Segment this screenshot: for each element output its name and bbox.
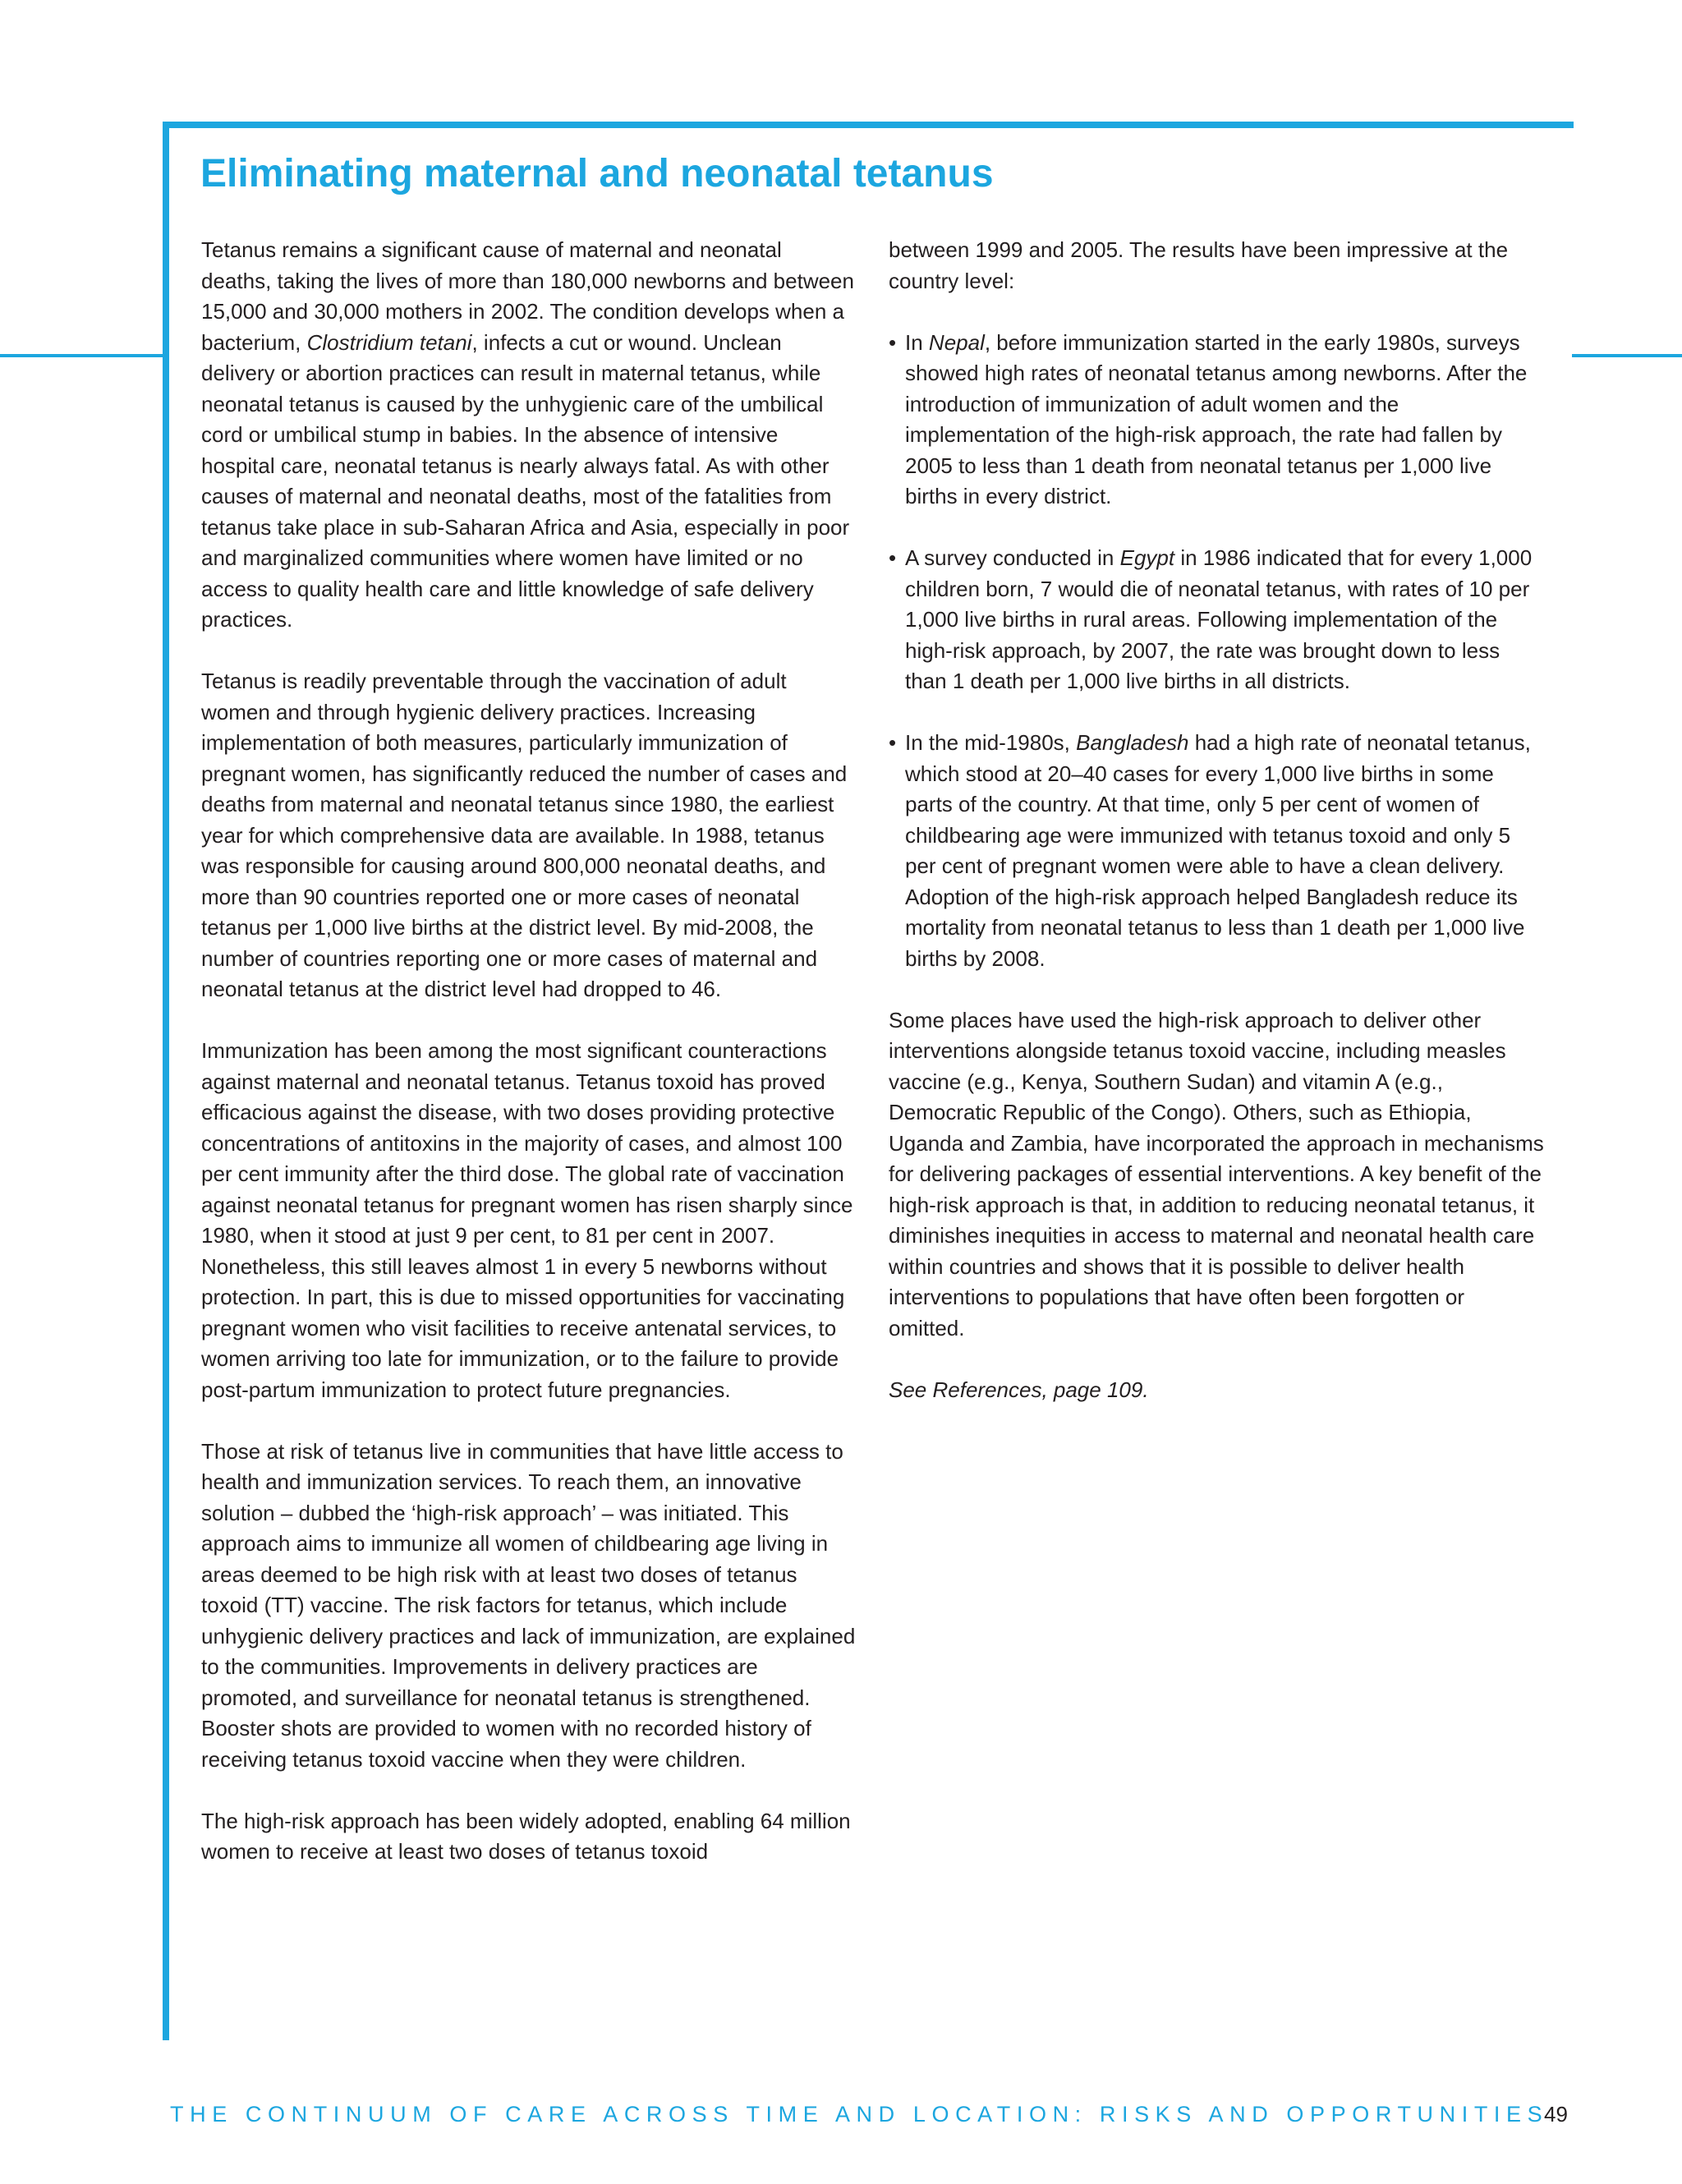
bullet-marker: • bbox=[889, 730, 897, 755]
bullet-item-bangladesh bbox=[889, 728, 1546, 974]
bullet-text bbox=[905, 330, 1527, 509]
text-run: Tetanus remains a significant cause of maternal and neonatal deaths, taking the lives of more than 180,000 newborns and between 15,000 and 30,000 mothers in 2002. The condition develops when a bacterium, bbox=[201, 237, 854, 355]
country-bullet-list bbox=[889, 328, 1546, 975]
italic-term: Clostridium tetani bbox=[306, 329, 472, 355]
text-run: In the mid-1980s, bbox=[905, 730, 1077, 755]
right-paragraph-1: between 1999 and 2005. The results have been impressive at the country level: bbox=[889, 237, 1509, 293]
page-number: 49 bbox=[1544, 2102, 1568, 2127]
text-run: in 1986 indicated that for every 1,000 children born, 7 would die of neonatal tetanus, with rates of 10 per 1,000 live births in rural areas. Following implementation of the high-risk approach, by 2007, the rate was brought down to less than 1 death per 1,000 live births in all districts. bbox=[905, 545, 1533, 693]
italic-term: Nepal bbox=[928, 329, 985, 355]
left-paragraph-3: Immunization has been among the most significant counteractions against maternal and neonatal tetanus. Tetanus toxoid has proved efficacious against the disease, with two doses providing protective concentrations of antitoxins in the majority of cases, and almost 100 per cent immunity after the third dose. The global rate of vaccination against neonatal tetanus for pregnant women has risen sharply since 1980, when it stood at just 9 per cent, to 81 per cent in 2007. Nonetheless, this still leaves almost 1 in every 5 newborns without protection. In part, this is due to missed opportunities for vaccinating pregnant women who visit facilities to receive antenatal services, to women arriving too late for immunization, or to the failure to provide post-partum immunization to protect future pregnancies. bbox=[201, 1038, 853, 1402]
bullet-item-egypt bbox=[889, 543, 1546, 697]
bullet-marker: • bbox=[889, 329, 897, 355]
left-paragraph-5: The high-risk approach has been widely adopted, enabling 64 million women to receive at least two doses of tetanus toxoid bbox=[201, 1808, 851, 1864]
right-column bbox=[889, 235, 1546, 1405]
references-note bbox=[889, 1375, 1546, 1406]
frame-top-rule bbox=[163, 122, 1574, 128]
text-run: , before immunization started in the early 1980s, surveys showed high rates of neonatal tetanus among newborns. After the introduction of immunization of adult women and the implementation of the high-risk approach, the rate had fallen by 2005 to less than 1 death from neonatal tetanus per 1,000 live births in every district. bbox=[905, 329, 1528, 508]
left-paragraph-1 bbox=[201, 235, 857, 636]
bullet-marker: • bbox=[889, 545, 897, 570]
left-column bbox=[201, 235, 857, 1868]
page-title: Eliminating maternal and neonatal tetanus bbox=[200, 152, 994, 195]
margin-rule-right bbox=[1572, 354, 1682, 357]
text-run: had a high rate of neonatal tetanus, which stood at 20–40 cases for every 1,000 live births in some parts of the country. At that time, only 5 per cent of women of childbearing age were immunized with tetanus toxoid and only 5 per cent of pregnant women were able to have a clean delivery. Adoption of the high-risk approach helped Bangladesh reduce its mortality from neonatal tetanus to less than 1 death per 1,000 live births by 2008. bbox=[905, 730, 1531, 971]
references-text: See References, page 109. bbox=[889, 1377, 1149, 1402]
bullet-text bbox=[905, 730, 1531, 971]
bullet-item-nepal bbox=[889, 328, 1546, 513]
italic-term: Bangladesh bbox=[1076, 730, 1189, 755]
frame-left-rule bbox=[163, 122, 169, 2040]
text-run: A survey conducted in bbox=[905, 545, 1120, 570]
left-paragraph-2: Tetanus is readily preventable through the vaccination of adult women and through hygienic delivery practices. Increasing implementation of both measures, particularly immunization of pregnant women, has significantly reduced the number of cases and deaths from maternal and neonatal tetanus since 1980, the earliest year for which comprehensive data are available. In 1988, tetanus was responsible for causing around 800,000 neonatal deaths, and more than 90 countries reported one or more cases of neonatal tetanus per 1,000 live births at the district level. By mid-2008, the number of countries reporting one or more cases of maternal and neonatal tetanus at the district level had dropped to 46. bbox=[201, 669, 848, 1001]
running-footer: THE CONTINUUM OF CARE ACROSS TIME AND LOCATION: RISKS AND OPPORTUNITIES bbox=[170, 2102, 1549, 2127]
margin-rule-left bbox=[0, 354, 168, 357]
left-paragraph-4: Those at risk of tetanus live in communities that have little access to health and immunization services. To reach them, an innovative solution – dubbed the ‘high-risk approach’ – was initiated. This approach aims to immunize all women of childbearing age living in areas deemed to be high risk with at least two doses of tetanus toxoid (TT) vaccine. The risk factors for tetanus, which include unhygienic delivery practices and lack of immunization, are explained to the communities. Improvements in delivery practices are promoted, and surveillance for neonatal tetanus is strengthened. Booster shots are provided to women with no recorded history of receiving tetanus toxoid vaccine when they were children. bbox=[201, 1438, 856, 1772]
text-run: In bbox=[905, 329, 929, 355]
right-paragraph-2: Some places have used the high-risk approach to deliver other interventions alongside tetanus toxoid vaccine, including measles vaccine (e.g., Kenya, Southern Sudan) and vitamin A (e.g., Democratic Republic of the Congo). Others, such as Ethiopia, Uganda and Zambia, have incorporated the approach in mechanisms for delivering packages of essential interventions. A key benefit of the high-risk approach is that, in addition to reducing neonatal tetanus, it diminishes inequities in access to maternal and neonatal health care within countries and shows that it is possible to deliver health interventions to populations that have often been forgotten or omitted. bbox=[889, 1007, 1544, 1340]
italic-term: Egypt bbox=[1119, 545, 1175, 570]
text-run: , infects a cut or wound. Unclean delivery or abortion practices can result in maternal tetanus, while neonatal tetanus is caused by the unhygienic care of the umbilical cord or umbilical stump in babies. In the absence of intensive hospital care, neonatal tetanus is nearly always fatal. As with other causes of maternal and neonatal deaths, most of the fatalities from tetanus take place in sub-Saharan Africa and Asia, especially in poor and marginalized communities where women have limited or no access to quality health care and little knowledge of safe delivery practices. bbox=[201, 329, 850, 632]
bullet-text bbox=[905, 545, 1532, 693]
